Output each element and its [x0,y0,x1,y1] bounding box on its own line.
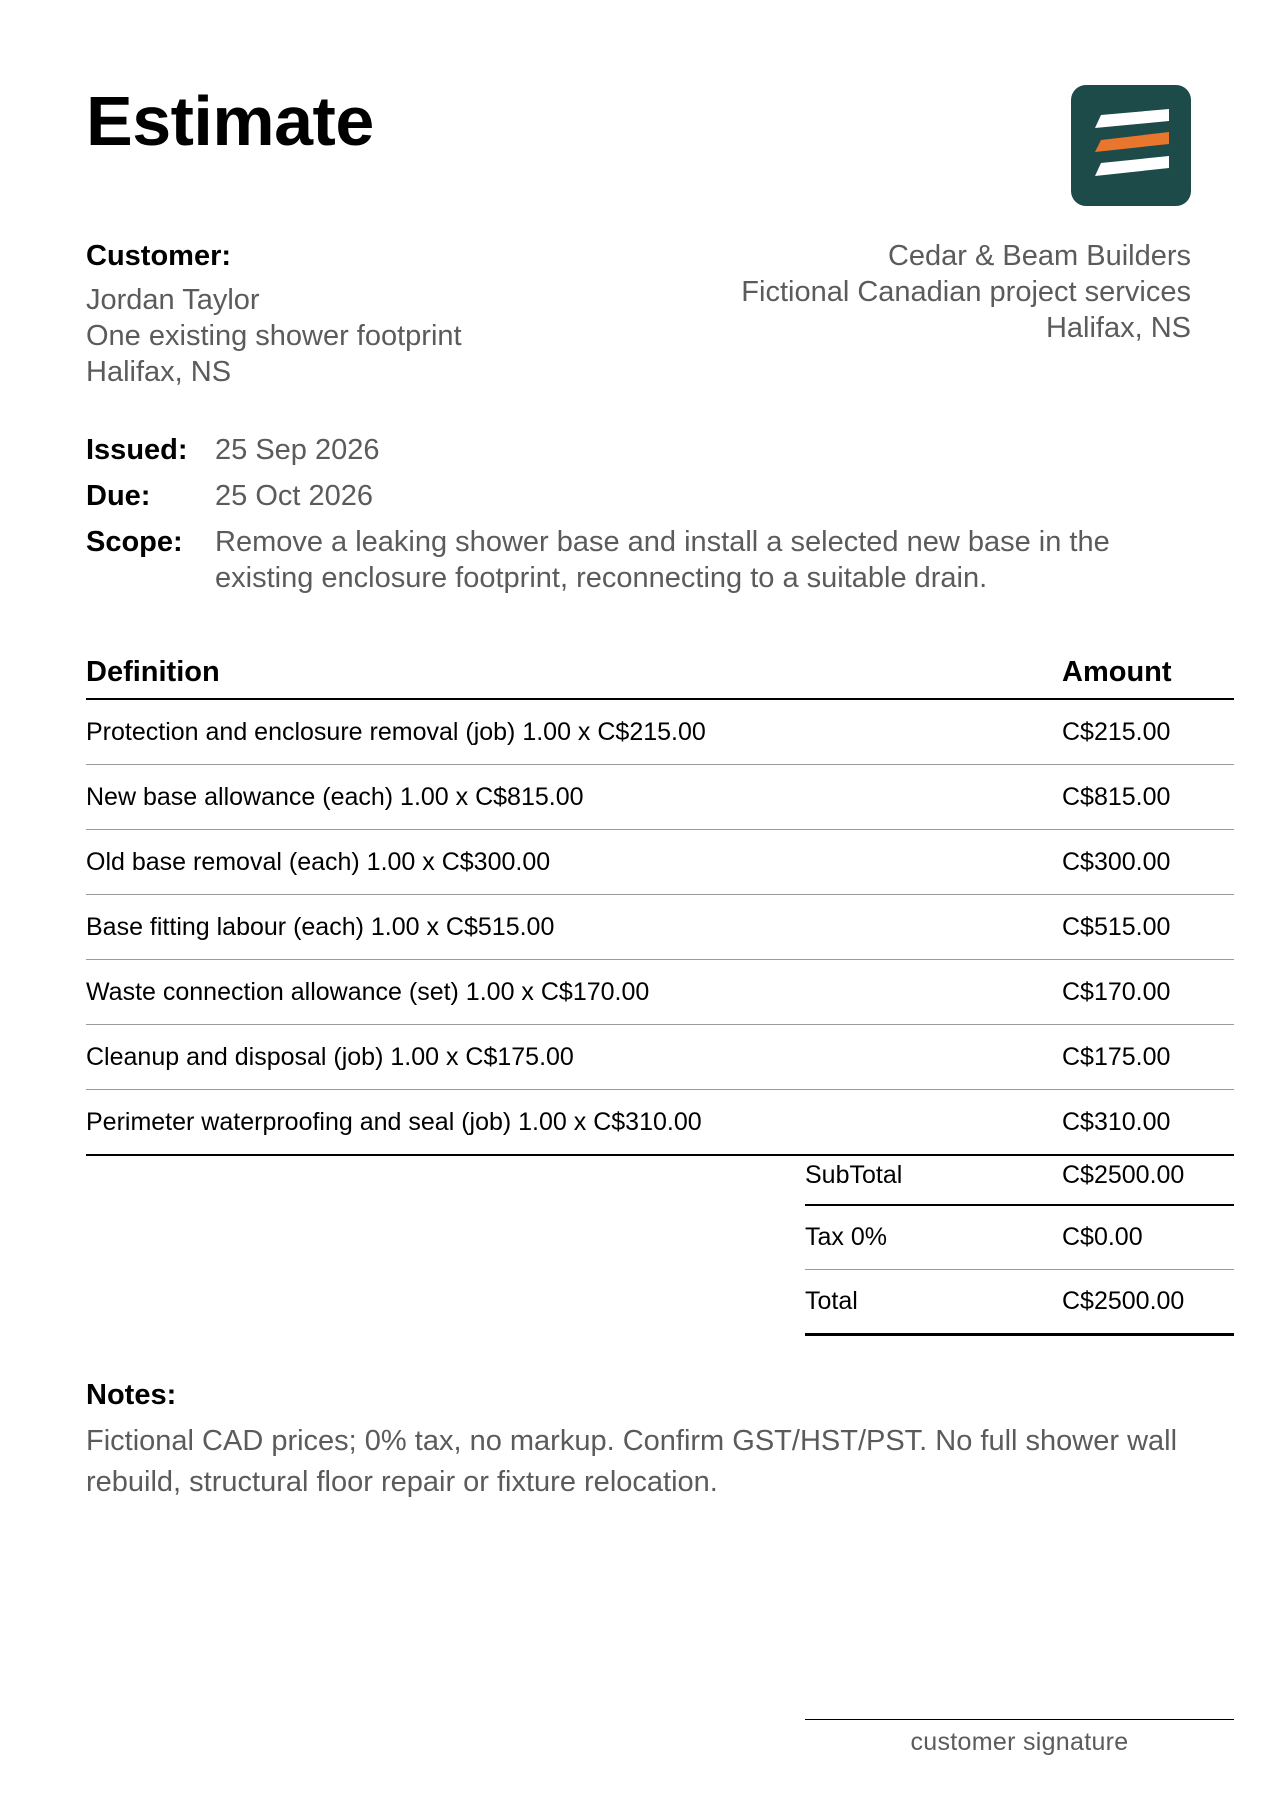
line-item-definition: Perimeter waterproofing and seal (job) 1.00 x C$310.00 [86,1090,1062,1156]
signature-line [805,1719,1234,1757]
definition-column-header: Definition [86,652,1062,699]
scope-label: Scope: [86,526,183,558]
total-row [805,1270,1234,1335]
document-title: Estimate [86,82,374,160]
due-label: Due: [86,480,151,512]
customer-block [86,238,462,390]
line-item-amount: C$310.00 [1062,1090,1234,1156]
signature-label: customer signature [910,1728,1129,1756]
line-items-table [86,652,1234,1156]
company-logo [1071,85,1191,206]
issued-date: 25 Sep 2026 [215,434,380,466]
notes-text: Fictional CAD prices; 0% tax, no markup. Confirm GST/HST/PST. No full shower wall rebuild, structural floor repair or fixture relocation. [86,1425,1178,1498]
estimate-meta [86,432,1176,606]
line-item-amount: C$300.00 [1062,830,1234,895]
line-item-definition: Old base removal (each) 1.00 x C$300.00 [86,830,1062,895]
due-row [86,478,1176,514]
company-name: Cedar & Beam Builders [887,240,1191,272]
notes-label: Notes: [86,1379,177,1411]
line-item-definition: Base fitting labour (each) 1.00 x C$515.00 [86,895,1062,960]
line-item-amount: C$170.00 [1062,960,1234,1025]
table-header-row [86,652,1234,699]
line-item-definition: Cleanup and disposal (job) 1.00 x C$175.00 [86,1025,1062,1090]
tax-label: Tax 0% [805,1205,1062,1270]
amount-column-header: Amount [1062,652,1234,699]
line-item-definition: New base allowance (each) 1.00 x C$815.00 [86,765,1062,830]
tax-amount: C$0.00 [1062,1205,1234,1270]
table-row [86,960,1234,1025]
customer-location: Halifax, NS [86,356,232,388]
customer-name: Jordan Taylor [86,284,260,316]
total-amount: C$2500.00 [1062,1270,1234,1335]
scope-text: Remove a leaking shower base and install a selected new base in the existing enclosure footprint, reconnecting to a suitable drain. [215,526,1110,594]
total-label: Total [805,1270,1062,1335]
company-location: Halifax, NS [1045,312,1191,344]
table-row [86,895,1234,960]
notes-section [86,1377,1196,1505]
table-row [86,1025,1234,1090]
company-tagline: Fictional Canadian project services [741,276,1191,308]
issued-label: Issued: [86,434,188,466]
line-item-amount: C$175.00 [1062,1025,1234,1090]
line-item-amount: C$815.00 [1062,765,1234,830]
subtotal-row [805,1146,1234,1205]
line-item-definition: Protection and enclosure removal (job) 1.00 x C$215.00 [86,699,1062,765]
table-row [86,699,1234,765]
scope-row [86,524,1176,596]
stacked-planks-logo-icon [1071,85,1191,206]
table-row [86,830,1234,895]
line-item-amount: C$515.00 [1062,895,1234,960]
totals-table [805,1146,1234,1336]
customer-project: One existing shower footprint [86,320,462,352]
table-row [86,765,1234,830]
issued-row [86,432,1176,468]
tax-row [805,1205,1234,1270]
line-item-definition: Waste connection allowance (set) 1.00 x C$170.00 [86,960,1062,1025]
subtotal-amount: C$2500.00 [1062,1146,1234,1205]
due-date: 25 Oct 2026 [215,480,373,512]
company-block [741,238,1191,346]
subtotal-label: SubTotal [805,1146,1062,1205]
line-item-amount: C$215.00 [1062,699,1234,765]
customer-label: Customer: [86,240,232,272]
